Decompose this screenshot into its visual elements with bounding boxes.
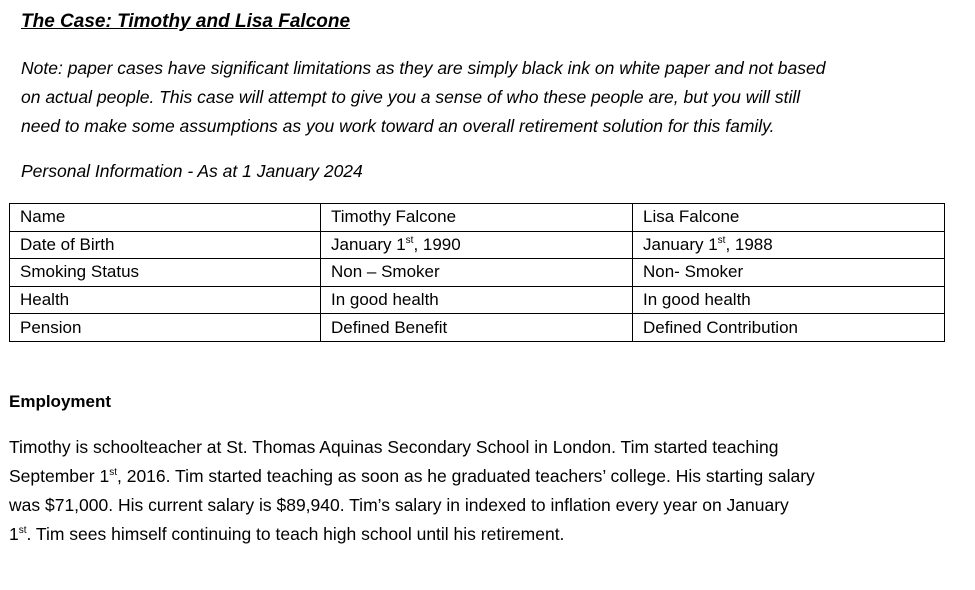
lisa-value: Non- Smoker (633, 259, 945, 287)
note-line: Note: paper cases have significant limitations as they are simply black ink on white paper and not based (21, 58, 826, 78)
text: 1 (9, 524, 19, 544)
sup: st (18, 525, 27, 536)
employment-line: was $71,000. His current salary is $89,940. Tim’s salary in indexed to inflation every year on January (9, 495, 789, 515)
row-label: Pension (10, 314, 321, 342)
note-line: need to make some assumptions as you work toward an overall retirement solution for this family. (21, 116, 775, 136)
row-label: Name (10, 204, 321, 232)
row-label: Smoking Status (10, 259, 321, 287)
text: , 2016. Tim started teaching as soon as he graduated teachers’ college. His starting salary (116, 466, 815, 486)
lisa-value: In good health (633, 286, 945, 314)
table-row (10, 314, 945, 342)
sup: st (109, 467, 117, 478)
note-line: on actual people. This case will attempt to give you a sense of who these people are, but you will still (21, 87, 801, 107)
case-title: The Case: Timothy and Lisa Falcone (21, 11, 351, 32)
dob-text: , 1990 (413, 234, 461, 254)
tim-value: Defined Benefit (321, 314, 633, 342)
dob-text: January 1 (643, 234, 718, 254)
tim-value: In good health (321, 286, 633, 314)
text: September 1 (9, 466, 110, 486)
personal-info-table (9, 203, 945, 342)
dob-text: , 1988 (725, 234, 773, 254)
table-row (10, 259, 945, 287)
table-row (10, 286, 945, 314)
employment-heading: Employment (9, 392, 112, 411)
personal-info-heading: Personal Information - As at 1 January 2024 (21, 161, 363, 181)
dob-sup: st (717, 234, 726, 246)
lisa-value: Defined Contribution (633, 314, 945, 342)
lisa-value: Lisa Falcone (633, 204, 945, 232)
table-row (10, 204, 945, 232)
lisa-value (633, 231, 945, 259)
employment-line (9, 524, 564, 545)
row-label: Date of Birth (10, 231, 321, 259)
row-label: Health (10, 286, 321, 314)
tim-value (321, 231, 633, 259)
employment-line (9, 466, 815, 487)
dob-text: January 1 (331, 234, 406, 254)
tim-value: Timothy Falcone (321, 204, 633, 232)
table-row (10, 231, 945, 259)
employment-line: Timothy is schoolteacher at St. Thomas Aquinas Secondary School in London. Tim started teaching (9, 437, 779, 457)
tim-value: Non – Smoker (321, 259, 633, 287)
text: . Tim sees himself continuing to teach high school until his retirement. (26, 524, 565, 544)
dob-sup: st (405, 234, 414, 246)
